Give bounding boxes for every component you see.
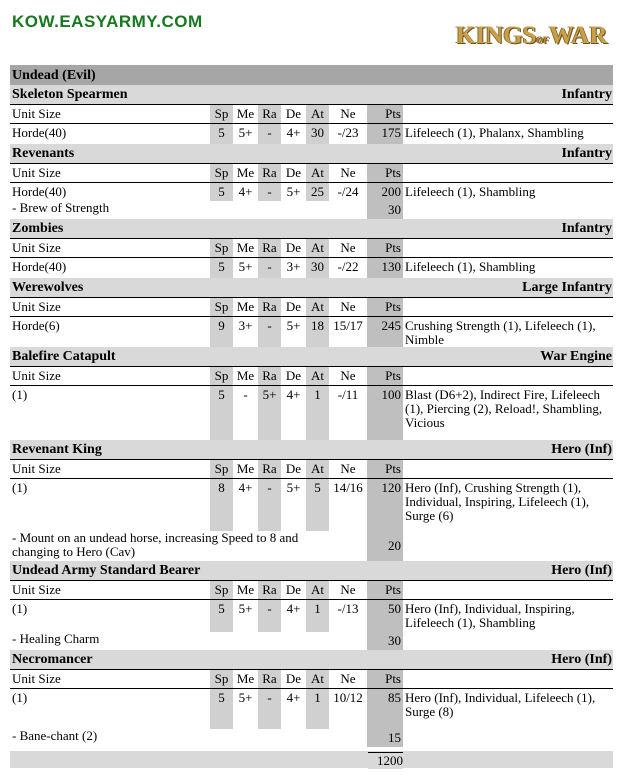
stat-ne: -/22	[337, 259, 359, 274]
unit-type: Large Infantry	[522, 280, 612, 295]
column-at: At	[306, 581, 329, 599]
stat-ne: 14/16	[333, 480, 363, 495]
stat-de: 4+	[286, 690, 301, 705]
army-total-points: 1200	[368, 752, 403, 769]
unit-block	[10, 561, 613, 650]
column-de: De	[285, 582, 302, 597]
stat-de: 5+	[286, 480, 301, 495]
option-row	[10, 201, 613, 219]
site-url[interactable]: KOW.EASYARMY.COM	[12, 12, 203, 31]
special-rules: Blast (D6+2), Indirect Fire, Lifeleech (1), Piercing (2), Reload!, Shambling, Vicious	[405, 387, 603, 430]
column-ra: Ra	[258, 164, 281, 182]
column-ra: Ra	[258, 367, 281, 385]
stat-ra: 5+	[258, 386, 281, 440]
option-points: 30	[367, 201, 403, 219]
column-at: At	[306, 460, 329, 478]
column-unit-size: Unit Size	[12, 106, 61, 121]
stat-de: 4+	[286, 125, 301, 140]
unit-name: Werewolves	[12, 280, 84, 295]
column-at: At	[306, 670, 329, 688]
stat-ra: -	[258, 258, 281, 278]
special-rules: Crushing Strength (1), Lifeleech (1), Nimble	[405, 318, 596, 347]
stat-row	[10, 479, 613, 531]
column-me: Me	[236, 671, 255, 686]
stat-pts: 245	[367, 317, 403, 347]
stat-me: 4+	[238, 480, 253, 495]
column-pts: Pts	[367, 367, 403, 385]
column-pts: Pts	[367, 581, 403, 599]
stat-header-row	[10, 367, 613, 386]
column-ra: Ra	[258, 239, 281, 257]
column-sp: Sp	[210, 581, 233, 599]
stat-de: 4+	[286, 387, 301, 402]
option-label: - Bane-chant (2)	[12, 728, 98, 743]
option-label: - Brew of Strength	[12, 200, 110, 215]
column-at: At	[306, 239, 329, 257]
column-ne: Ne	[340, 165, 356, 180]
column-me: Me	[236, 240, 255, 255]
unit-name: Zombies	[12, 221, 64, 236]
special-rules: Lifeleech (1), Phalanx, Shambling	[405, 125, 584, 140]
unit-type: Hero (Inf)	[551, 563, 612, 578]
column-at: At	[306, 164, 329, 182]
unit-name: Revenants	[12, 146, 75, 161]
option-points: 30	[367, 632, 403, 650]
stat-header-row	[10, 581, 613, 600]
stat-pts: 130	[367, 258, 403, 278]
column-me: Me	[236, 165, 255, 180]
stat-row	[10, 183, 613, 201]
unit-size: Horde(40)	[12, 125, 67, 140]
stat-sp: 5	[210, 258, 233, 278]
stat-ra: -	[258, 600, 281, 632]
column-me: Me	[236, 368, 255, 383]
kings-of-war-logo	[456, 22, 614, 54]
army-title: Undead (Evil)	[10, 65, 613, 85]
column-unit-size: Unit Size	[12, 671, 61, 686]
unit-name: Skeleton Spearmen	[12, 87, 128, 102]
stat-at: 1	[306, 386, 329, 440]
unit-size: (1)	[12, 387, 28, 402]
special-rules: Hero (Inf), Crushing Strength (1), Individual, Inspiring, Lifeleech (1), Surge (6)	[405, 480, 590, 523]
unit-size: (1)	[12, 601, 28, 616]
column-ra: Ra	[258, 460, 281, 478]
stat-ne: -/13	[337, 601, 359, 616]
stat-row	[10, 124, 613, 144]
stat-pts: 85	[367, 689, 403, 729]
stat-ra: -	[258, 689, 281, 729]
stat-ra: -	[258, 479, 281, 531]
unit-block	[10, 278, 613, 347]
stat-sp: 5	[210, 689, 233, 729]
column-de: De	[285, 671, 302, 686]
column-pts: Pts	[367, 239, 403, 257]
logo-kings: KINGS	[456, 22, 537, 49]
stat-at: 1	[306, 600, 329, 632]
stat-at: 25	[306, 183, 329, 201]
column-unit-size: Unit Size	[12, 461, 61, 476]
army-sheet	[10, 65, 613, 747]
stat-pts: 50	[367, 600, 403, 632]
column-pts: Pts	[367, 460, 403, 478]
column-me: Me	[236, 461, 255, 476]
column-de: De	[285, 106, 302, 121]
stat-ne: 15/17	[333, 318, 363, 333]
column-me: Me	[236, 299, 255, 314]
column-unit-size: Unit Size	[12, 299, 61, 314]
column-me: Me	[236, 106, 255, 121]
unit-type: War Engine	[540, 349, 612, 364]
option-row	[10, 531, 613, 561]
column-unit-size: Unit Size	[12, 582, 61, 597]
column-unit-size: Unit Size	[12, 368, 61, 383]
stat-sp: 5	[210, 600, 233, 632]
column-sp: Sp	[210, 670, 233, 688]
unit-list	[10, 85, 613, 747]
unit-block	[10, 650, 613, 747]
stat-sp: 5	[210, 386, 233, 440]
stat-me: 3+	[238, 318, 253, 333]
column-ne: Ne	[340, 299, 356, 314]
unit-header	[10, 278, 613, 298]
unit-block	[10, 440, 613, 561]
column-pts: Pts	[367, 105, 403, 123]
unit-block	[10, 347, 613, 440]
stat-header-row	[10, 164, 613, 183]
column-pts: Pts	[367, 670, 403, 688]
stat-at: 30	[306, 258, 329, 278]
stat-de: 5+	[286, 184, 301, 199]
total-bar	[10, 751, 613, 768]
unit-size: (1)	[12, 480, 28, 495]
stat-ra: -	[258, 317, 281, 347]
unit-type: Hero (Inf)	[551, 652, 612, 667]
stat-row	[10, 689, 613, 729]
stat-me: -	[243, 387, 248, 402]
stat-header-row	[10, 460, 613, 479]
column-pts: Pts	[367, 164, 403, 182]
column-sp: Sp	[210, 298, 233, 316]
special-rules: Hero (Inf), Individual, Inspiring, Lifeleech (1), Shambling	[405, 601, 575, 630]
stat-me: 5+	[238, 259, 253, 274]
option-points: 20	[367, 531, 403, 561]
column-de: De	[285, 299, 302, 314]
logo-war: WAR	[549, 22, 608, 49]
stat-row	[10, 600, 613, 632]
unit-header	[10, 144, 613, 164]
option-row	[10, 729, 613, 747]
stat-at: 30	[306, 124, 329, 144]
column-at: At	[306, 367, 329, 385]
column-ra: Ra	[258, 581, 281, 599]
column-ne: Ne	[340, 671, 356, 686]
stat-ne: -/24	[337, 184, 359, 199]
stat-row	[10, 258, 613, 278]
unit-block	[10, 144, 613, 219]
unit-size: Horde(40)	[12, 259, 67, 274]
option-row	[10, 632, 613, 650]
stat-pts: 200	[367, 183, 403, 201]
stat-me: 5+	[238, 125, 253, 140]
stat-ra: -	[258, 124, 281, 144]
column-sp: Sp	[210, 105, 233, 123]
stat-me: 4+	[238, 184, 253, 199]
stat-sp: 9	[210, 317, 233, 347]
special-rules: Hero (Inf), Individual, Lifeleech (1), Surge (8)	[405, 690, 596, 719]
column-ne: Ne	[340, 240, 356, 255]
unit-size: Horde(6)	[12, 318, 60, 333]
column-ne: Ne	[340, 461, 356, 476]
stat-de: 4+	[286, 601, 301, 616]
column-ne: Ne	[340, 106, 356, 121]
stat-ra: -	[258, 183, 281, 201]
unit-type: Infantry	[561, 146, 612, 161]
column-ne: Ne	[340, 368, 356, 383]
stat-header-row	[10, 670, 613, 689]
column-de: De	[285, 461, 302, 476]
column-at: At	[306, 105, 329, 123]
stat-at: 5	[306, 479, 329, 531]
stat-ne: -/23	[337, 125, 359, 140]
stat-sp: 5	[210, 183, 233, 201]
unit-block	[10, 219, 613, 278]
unit-name: Undead Army Standard Bearer	[12, 563, 201, 578]
unit-header	[10, 440, 613, 460]
stat-sp: 5	[210, 124, 233, 144]
unit-name: Balefire Catapult	[12, 349, 116, 364]
stat-ne: -/11	[337, 387, 359, 402]
stat-at: 18	[306, 317, 329, 347]
stat-pts: 100	[367, 386, 403, 440]
stat-me: 5+	[238, 690, 253, 705]
unit-size: (1)	[12, 690, 28, 705]
option-points: 15	[367, 729, 403, 747]
stat-me: 5+	[238, 601, 253, 616]
column-de: De	[285, 368, 302, 383]
column-ra: Ra	[258, 298, 281, 316]
column-unit-size: Unit Size	[12, 240, 61, 255]
unit-block	[10, 85, 613, 144]
stat-sp: 8	[210, 479, 233, 531]
stat-header-row	[10, 105, 613, 124]
column-unit-size: Unit Size	[12, 165, 61, 180]
logo-of: of	[536, 31, 550, 46]
unit-type: Hero (Inf)	[551, 442, 612, 457]
stat-pts: 175	[367, 124, 403, 144]
option-label: - Healing Charm	[12, 631, 100, 646]
unit-name: Revenant King	[12, 442, 102, 457]
unit-type: Infantry	[561, 87, 612, 102]
column-sp: Sp	[210, 239, 233, 257]
stat-header-row	[10, 239, 613, 258]
column-de: De	[285, 240, 302, 255]
special-rules: Lifeleech (1), Shambling	[405, 259, 536, 274]
column-me: Me	[236, 582, 255, 597]
stat-header-row	[10, 298, 613, 317]
stat-at: 1	[306, 689, 329, 729]
column-pts: Pts	[367, 298, 403, 316]
unit-name: Necromancer	[12, 652, 93, 667]
stat-row	[10, 386, 613, 440]
unit-header	[10, 561, 613, 581]
column-at: At	[306, 298, 329, 316]
unit-header	[10, 650, 613, 670]
stat-pts: 120	[367, 479, 403, 531]
column-sp: Sp	[210, 367, 233, 385]
stat-de: 3+	[286, 259, 301, 274]
unit-header	[10, 85, 613, 105]
column-ra: Ra	[258, 105, 281, 123]
unit-type: Infantry	[561, 221, 612, 236]
unit-header	[10, 347, 613, 367]
column-sp: Sp	[210, 460, 233, 478]
unit-size: Horde(40)	[12, 184, 67, 199]
column-de: De	[285, 165, 302, 180]
option-label: - Mount on an undead horse, increasing Speed to 8 and changing to Hero (Cav)	[12, 530, 299, 559]
stat-de: 5+	[286, 318, 301, 333]
unit-header	[10, 219, 613, 239]
column-ra: Ra	[258, 670, 281, 688]
special-rules: Lifeleech (1), Shambling	[405, 184, 536, 199]
stat-ne: 10/12	[333, 690, 363, 705]
stat-row	[10, 317, 613, 347]
column-ne: Ne	[340, 582, 356, 597]
column-sp: Sp	[210, 164, 233, 182]
